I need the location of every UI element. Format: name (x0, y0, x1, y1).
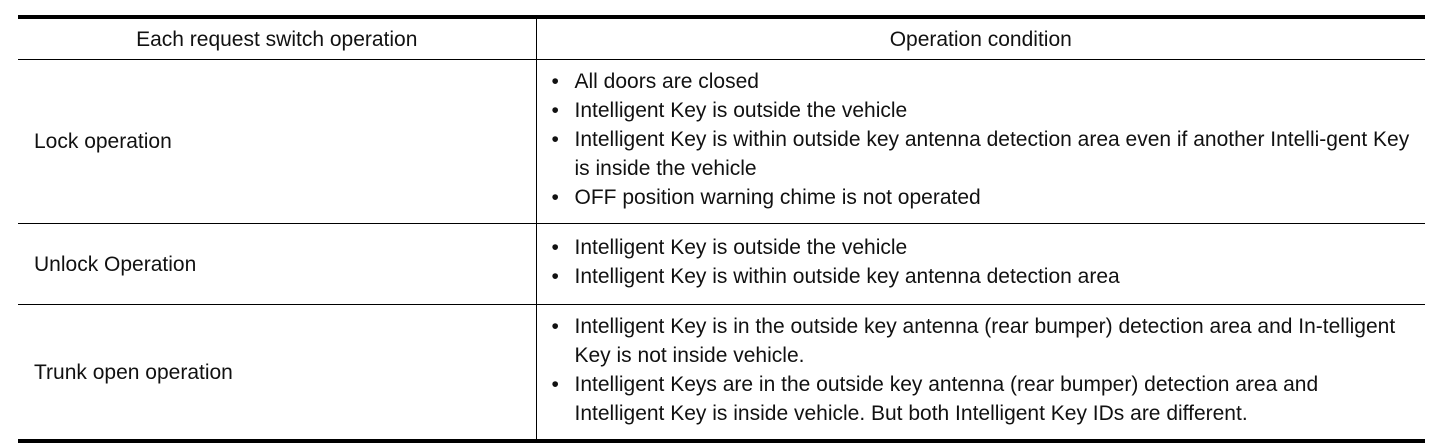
condition-text: Intelligent Key is within outside key antenna detection area (574, 265, 1120, 288)
condition-cell (536, 305, 1425, 442)
bullet-icon: • (551, 186, 559, 209)
bullet-icon: • (551, 128, 559, 151)
condition-list (550, 67, 1412, 212)
condition-cell (536, 60, 1425, 224)
table-row (18, 305, 1425, 442)
operation-cell: Lock operation (18, 60, 536, 224)
header-condition: Operation condition (536, 17, 1425, 60)
bullet-icon: • (551, 236, 559, 259)
condition-text: Intelligent Key is outside the vehicle (574, 99, 908, 122)
table-row (18, 60, 1425, 224)
bullet-icon: • (551, 265, 559, 288)
operation-cell: Unlock Operation (18, 224, 536, 305)
header-operation: Each request switch operation (18, 17, 536, 60)
bullet-icon: • (551, 99, 559, 122)
request-switch-operation-table (18, 15, 1425, 443)
condition-text: Intelligent Key is within outside key antenna detection area even if another Intelli-gent Key is inside the vehicle (574, 128, 1410, 180)
bullet-icon: • (551, 70, 559, 93)
condition-text: OFF position warning chime is not operated (574, 186, 981, 209)
condition-text: All doors are closed (574, 70, 759, 93)
condition-text: Intelligent Keys are in the outside key antenna (rear bumper) detection area and Intelligent Key is inside vehicle. But both Intelligent Key IDs are different. (574, 373, 1319, 425)
table-row (18, 224, 1425, 305)
table-header-row (18, 17, 1425, 60)
bullet-icon: • (551, 373, 559, 396)
list-item (550, 370, 1412, 428)
operation-cell: Trunk open operation (18, 305, 536, 442)
list-item (550, 262, 1412, 291)
list-item (550, 233, 1412, 262)
condition-list (550, 312, 1412, 428)
list-item (550, 125, 1412, 183)
condition-text: Intelligent Key is outside the vehicle (574, 236, 908, 259)
list-item (550, 67, 1412, 96)
list-item (550, 312, 1412, 370)
bullet-icon: • (551, 315, 559, 338)
condition-text: Intelligent Key is in the outside key antenna (rear bumper) detection area and In-telligent Key is not inside vehicle. (574, 315, 1396, 367)
condition-cell (536, 224, 1425, 305)
condition-list (550, 233, 1412, 291)
list-item (550, 183, 1412, 212)
list-item (550, 96, 1412, 125)
